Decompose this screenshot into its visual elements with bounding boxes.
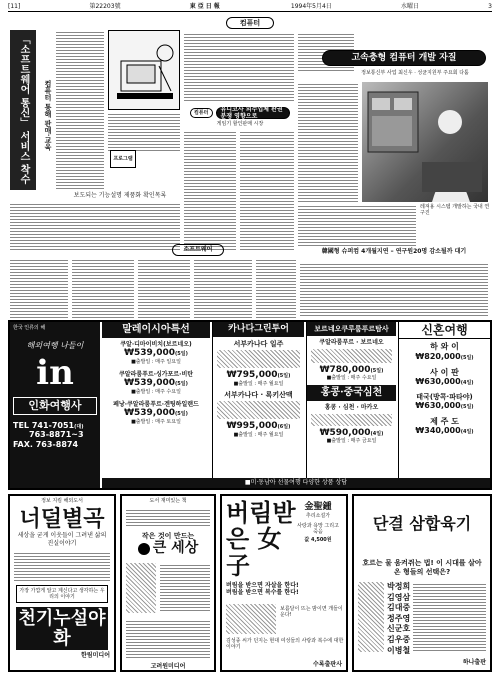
- travel-col-honeymoon-title: 신혼여행: [399, 322, 490, 339]
- travel-logo: in: [36, 352, 74, 393]
- travel-tel-1-suffix: (대): [74, 423, 84, 430]
- book-b-small-title: 작은 것이 만드는: [141, 532, 195, 540]
- book-c-body: 김성종 씨가 던지는 현대 여성들의 사랑과 복수에 대한 이야기: [226, 638, 344, 650]
- book-c-bullet-0: 버림을 받으면 자살을 한다!: [226, 582, 299, 589]
- book-c-bullets: [226, 582, 344, 596]
- item-price: ₩995,000: [226, 421, 278, 432]
- travel-col-malaysia-item-0: [102, 341, 210, 365]
- book-c-price: 값 4,500원: [304, 536, 332, 543]
- issue-date: 1994年5月4日: [290, 2, 332, 10]
- item-price: ₩795,000: [226, 370, 278, 381]
- left-article-text-a: [56, 30, 104, 190]
- item-days: (5일): [460, 404, 474, 411]
- right-article-text-b: [298, 82, 358, 202]
- item-name: 페낭·쿠알라룸푸르·겐팅하일랜드: [113, 400, 199, 408]
- right-article-text-c: [298, 204, 416, 246]
- book-b-body: [126, 563, 210, 613]
- item-days: (5일): [175, 381, 188, 388]
- travel-col-malaysia: [102, 322, 210, 478]
- item-destination: 태국(방콕·파타야): [416, 392, 473, 401]
- program-label: 프로그램: [110, 150, 136, 168]
- item-price: ₩539,000: [124, 408, 176, 419]
- book-c-illustration: [226, 604, 276, 634]
- bottom-article-1: [10, 258, 68, 318]
- book-cover: [126, 563, 156, 613]
- book-ad-abandoned-woman: [220, 494, 348, 672]
- item-note: ■출발일 : 매주 월요일: [233, 380, 284, 387]
- item-price: ₩340,000: [415, 426, 461, 436]
- book-b-big-title: 큰 세상: [152, 540, 199, 557]
- book-d-name: 김우중: [387, 633, 411, 644]
- book-d-name: 정주영: [387, 612, 411, 623]
- item-price: ₩630,000: [415, 401, 461, 411]
- travel-tel-1-row: [13, 421, 97, 431]
- book-d-publisher: 하나출판: [462, 659, 486, 667]
- item-destination: 사 이 판: [430, 367, 459, 377]
- book-b-title-row: [122, 540, 214, 557]
- item-price: ₩539,000: [124, 348, 176, 359]
- item-note: ■출발일 : 매주 금요일: [326, 438, 377, 445]
- travel-col-malaysia-title: 말레이시아특선: [102, 322, 210, 338]
- travel-tel-label: TEL: [13, 420, 30, 430]
- right-footnote: 韓國형 슈퍼컴 4개월지연 – 연구원20명 감소될까 대기: [321, 248, 467, 255]
- travel-col-malaysia-item-2: [102, 401, 210, 425]
- item-name: 서부카나다 일주: [233, 339, 284, 348]
- item-price: ₩590,000: [319, 427, 371, 438]
- center-headline: 유니코사 외주업체 판권분쟁 영향으로: [216, 107, 291, 119]
- book-b-badge: 도서 재미있는 책: [149, 498, 187, 504]
- book-c-note: 보름달이 뜨는 밤이면 개들이 운다!: [280, 606, 343, 618]
- bottom-article-3: [138, 258, 190, 318]
- book-d-name: 박정희: [387, 580, 411, 591]
- book-d-names: [387, 582, 410, 655]
- item-name: 홍콩 · 심천 · 마카오: [324, 404, 379, 412]
- book-a-title: 너덜별곡: [19, 506, 105, 532]
- newspaper-header: [8, 2, 492, 12]
- item-name: 쿠알라룸푸르 · 보르네오: [319, 339, 384, 347]
- travel-tel-1: 741-7051: [31, 420, 75, 430]
- center-article-text-a: [184, 32, 294, 102]
- travel-col-borneo-item-0: [307, 339, 396, 381]
- travel-col-honeymoon: [398, 322, 490, 478]
- book-b-text-c: [126, 619, 210, 659]
- item-text-lines: [217, 401, 300, 419]
- travel-advertisement: [8, 320, 492, 490]
- cartoon-drawing: [109, 31, 181, 111]
- book-d-name: 신군호: [387, 623, 411, 634]
- bottom-article-5: [256, 258, 296, 318]
- software-banner: 소프트웨어: [172, 244, 224, 256]
- item-days: (4일): [460, 380, 474, 387]
- book-d-cover: [358, 582, 384, 652]
- book-c-author-sub: 추리소설가: [305, 512, 331, 519]
- page-number: [11]: [8, 2, 21, 10]
- weekday: 水曜日: [400, 2, 419, 10]
- bottom-article-6: [300, 262, 488, 318]
- book-ad-neodeol: [8, 494, 116, 672]
- book-a-title-2: 천기누설야화: [16, 607, 108, 651]
- honeymoon-item-0: [399, 342, 490, 361]
- book-d-name: 김영삼: [387, 591, 411, 602]
- book-d-body: [358, 582, 486, 655]
- item-text-lines: [217, 350, 300, 368]
- item-days: (5일): [175, 351, 188, 358]
- item-destination: 하 와 이: [430, 342, 459, 352]
- item-note: ■출발일 : 매주 수요일: [326, 375, 377, 382]
- book-a-badge: 정보 지킴 해외도서: [41, 498, 83, 504]
- book-d-subtitle: 호르는 물 움켜쥐는 법! 이 시대를 살아온 형들의 선택은?: [362, 559, 482, 576]
- item-days: (5일): [277, 373, 291, 380]
- section-label: 컴퓨터: [226, 17, 274, 29]
- book-d-title: 단결 삼합육기: [372, 514, 472, 533]
- travel-col-borneo-title: 보르네오쿠루룸푸르탐사: [307, 322, 396, 336]
- item-price: ₩780,000: [319, 364, 371, 375]
- book-a-publisher: 한림미디어: [81, 652, 110, 660]
- item-price: ₩630,000: [415, 377, 461, 387]
- bottom-article-2: [72, 258, 134, 318]
- left-vertical-subtitle: 컴퓨터 통해 판매·교육: [44, 80, 53, 151]
- book-c-publisher: 수록출판사: [313, 660, 342, 668]
- item-name: 쿠알라룸푸르·싱가포르·비탄: [118, 370, 194, 378]
- book-d-name: 김대중: [387, 602, 411, 613]
- item-days: (4일): [460, 429, 474, 436]
- travel-col-canada: [212, 322, 304, 478]
- left-article-text-b: [108, 112, 180, 152]
- travel-col-hongkong-title: 홍콩·중국심천: [307, 385, 396, 401]
- right-byline: 정보통신부 사업 최신우 · 성균지원부 주요회 다툼: [361, 70, 469, 76]
- item-text-lines: [311, 414, 392, 426]
- lab-photo: [362, 82, 488, 202]
- item-note: ■출발일 : 매주 토요일: [131, 418, 181, 425]
- travel-col-malaysia-item-1: [102, 371, 210, 395]
- book-b-publisher: 고려원미디어: [150, 663, 186, 671]
- item-price: ₩820,000: [415, 351, 461, 361]
- travel-badge: 한국 인류의 해: [13, 325, 46, 331]
- book-ad-samhap: [352, 494, 492, 672]
- book-c-bullet-1: 버림을 받으면 복수를 한다!: [226, 589, 299, 597]
- bottom-article-4: [194, 258, 252, 318]
- travel-footer: ■미·동남아 선물여행 다양한 상품 상담: [102, 478, 490, 488]
- honeymoon-item-2: [399, 393, 490, 411]
- honeymoon-item-1: [399, 368, 490, 387]
- honeymoon-item-3: [399, 417, 490, 436]
- travel-col-canada-item-0: [213, 340, 304, 387]
- book-a-text: [14, 551, 110, 581]
- item-note: ■출발일 : 매주 월요일: [233, 432, 284, 439]
- center-subheadline: 게임기 할인판매 시장: [216, 121, 264, 127]
- item-name: 쿠알·디마이비치(보르네오): [120, 341, 192, 348]
- travel-col-canada-item-1: [213, 391, 304, 438]
- travel-slogan: 해외여행 나들이: [26, 341, 84, 350]
- issue-number: 第22203號: [89, 2, 121, 10]
- item-days: (4일): [370, 430, 384, 437]
- travel-tel-2: 763-8871~3: [29, 430, 84, 440]
- center-tag: 컴퓨터: [190, 108, 213, 118]
- book-c-desc: 사랑과 욕망 그리고 죽음: [297, 522, 339, 535]
- item-note: ■출발일 : 매주 수요일: [131, 388, 181, 395]
- page-right: 3: [488, 2, 492, 10]
- book-b-text-a: [126, 508, 210, 528]
- book-a-box: 가장 가깝게 알고 계신다고 생각하는 우리의 이야기: [16, 585, 108, 603]
- book-c-author: 金聖鍾: [304, 502, 332, 512]
- book-d-text: [413, 582, 486, 652]
- photo-caption: 레져용 시스템 개발하는 국내 연구진: [420, 204, 490, 216]
- book-b-text-b: [160, 563, 210, 613]
- book-c-title: 버림받은 女子: [226, 498, 296, 580]
- left-article-text-c: [10, 202, 180, 252]
- item-days: (5일): [460, 354, 474, 361]
- travel-col-canada-title: 카나다그린투어: [213, 322, 304, 337]
- center-article-text-c: [240, 130, 294, 250]
- lab-photo-drawing: [362, 82, 488, 202]
- cartoon-illustration: [108, 30, 180, 110]
- item-text-lines: [311, 349, 392, 363]
- travel-brand-panel: [10, 322, 100, 488]
- left-vertical-title: 「소프트웨어 통신」 서비스 착수: [18, 34, 29, 185]
- world-icon: [138, 543, 150, 555]
- book-ad-big-world: [120, 494, 216, 672]
- center-article-text-b: [184, 130, 236, 250]
- travel-brand: 인화여행사: [13, 397, 97, 414]
- masthead: 東亞日報: [189, 2, 222, 10]
- item-note: ■출발일 : 매주 일요일: [131, 358, 181, 365]
- item-name: 서부카나다 · 록키산맥: [224, 390, 293, 399]
- item-days: (5일): [175, 411, 188, 418]
- travel-fax: FAX. 763-8874: [13, 439, 79, 449]
- item-days: (5일): [370, 367, 384, 374]
- left-vertical-title-box: [10, 30, 36, 190]
- travel-col-borneo: [306, 322, 396, 478]
- book-a-desc: 세상을 굳게 이웃들이 그려낸 삶의 진실이야기: [17, 532, 107, 547]
- item-destination: 제 주 도: [430, 416, 459, 426]
- center-headline-row: [190, 106, 290, 120]
- item-price: ₩539,000: [124, 378, 176, 389]
- left-article-caption: 보도되는 기능설명 제품화 확인목록: [73, 192, 167, 199]
- book-d-name: 이병철: [387, 644, 411, 655]
- travel-col-hongkong-item-0: [307, 404, 396, 444]
- right-headline: 고속충형 컴퓨터 개발 자질: [322, 50, 486, 66]
- item-days: (6일): [277, 424, 291, 431]
